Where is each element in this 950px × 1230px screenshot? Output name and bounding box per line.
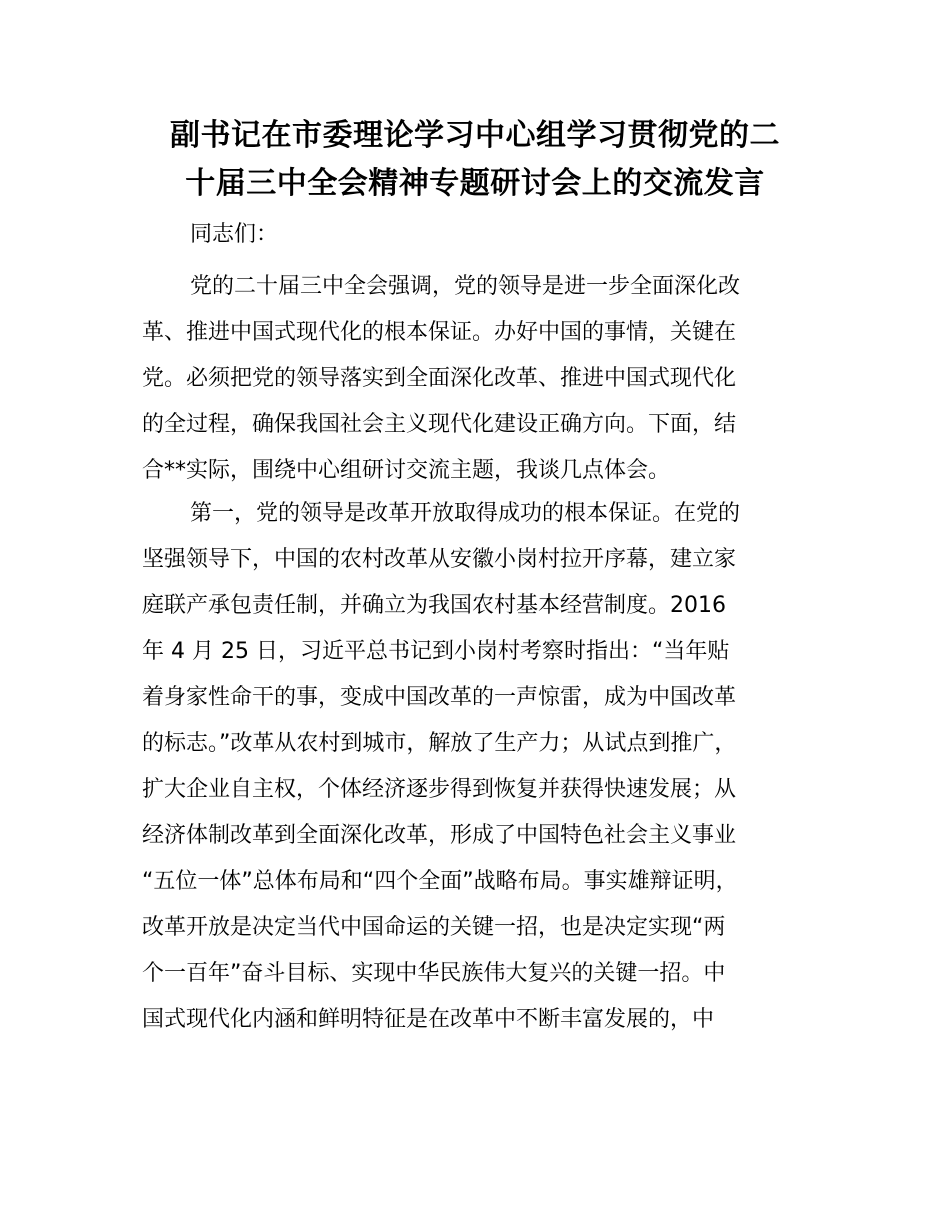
paragraph-line: 的全过程，确保我国社会主义现代化建设正确方向。下面，结 (142, 412, 737, 437)
paragraph-line: 年 4 月 25 日，习近平总书记到小岗村考察时指出：“当年贴 (142, 639, 730, 664)
paragraph-line: 个一百年”奋斗目标、实现中华民族伟大复兴的关键一招。中 (142, 961, 726, 986)
title-line: 副书记在市委理论学习中心组学习贯彻党的二 (170, 118, 780, 153)
salutation: 同志们： (190, 222, 279, 247)
paragraph-intro (142, 270, 842, 500)
paragraph-line: 的标志。”改革从农村到城市，解放了生产力；从试点到推广， (142, 731, 737, 756)
paragraph-line: 着身家性命干的事，变成中国改革的一声惊雷，成为中国改革 (142, 685, 737, 710)
paragraph-first-point (142, 497, 842, 1049)
paragraph-line: 合**实际，围绕中心组研讨交流主题，我谈几点体会。 (142, 458, 671, 483)
paragraph-line: 革、推进中国式现代化的根本保证。办好中国的事情，关键在 (142, 320, 737, 345)
paragraph-line: “五位一体”总体布局和“四个全面”战略布局。事实雄辩证明， (142, 869, 738, 894)
paragraph-line: 党。必须把党的领导落实到全面深化改革、推进中国式现代化 (142, 366, 737, 391)
document-title (130, 112, 820, 208)
title-line: 十届三中全会精神专题研讨会上的交流发言 (185, 166, 765, 201)
paragraph-line: 党的二十届三中全会强调，党的领导是进一步全面深化改 (190, 274, 741, 299)
paragraph-line: 第一，党的领导是改革开放取得成功的根本保证。在党的 (190, 501, 741, 526)
paragraph-line: 坚强领导下，中国的农村改革从安徽小岗村拉开序幕，建立家 (142, 547, 737, 572)
paragraph-line: 国式现代化内涵和鲜明特征是在改革中不断丰富发展的，中 (142, 1007, 715, 1032)
paragraph-line: 经济体制改革到全面深化改革，形成了中国特色社会主义事业 (142, 823, 737, 848)
paragraph-line: 改革开放是决定当代中国命运的关键一招，也是决定实现“两 (142, 915, 726, 940)
paragraph-line: 扩大企业自主权，个体经济逐步得到恢复并获得快速发展；从 (142, 777, 737, 802)
paragraph-line: 庭联产承包责任制，并确立为我国农村基本经营制度。2016 (142, 593, 726, 618)
